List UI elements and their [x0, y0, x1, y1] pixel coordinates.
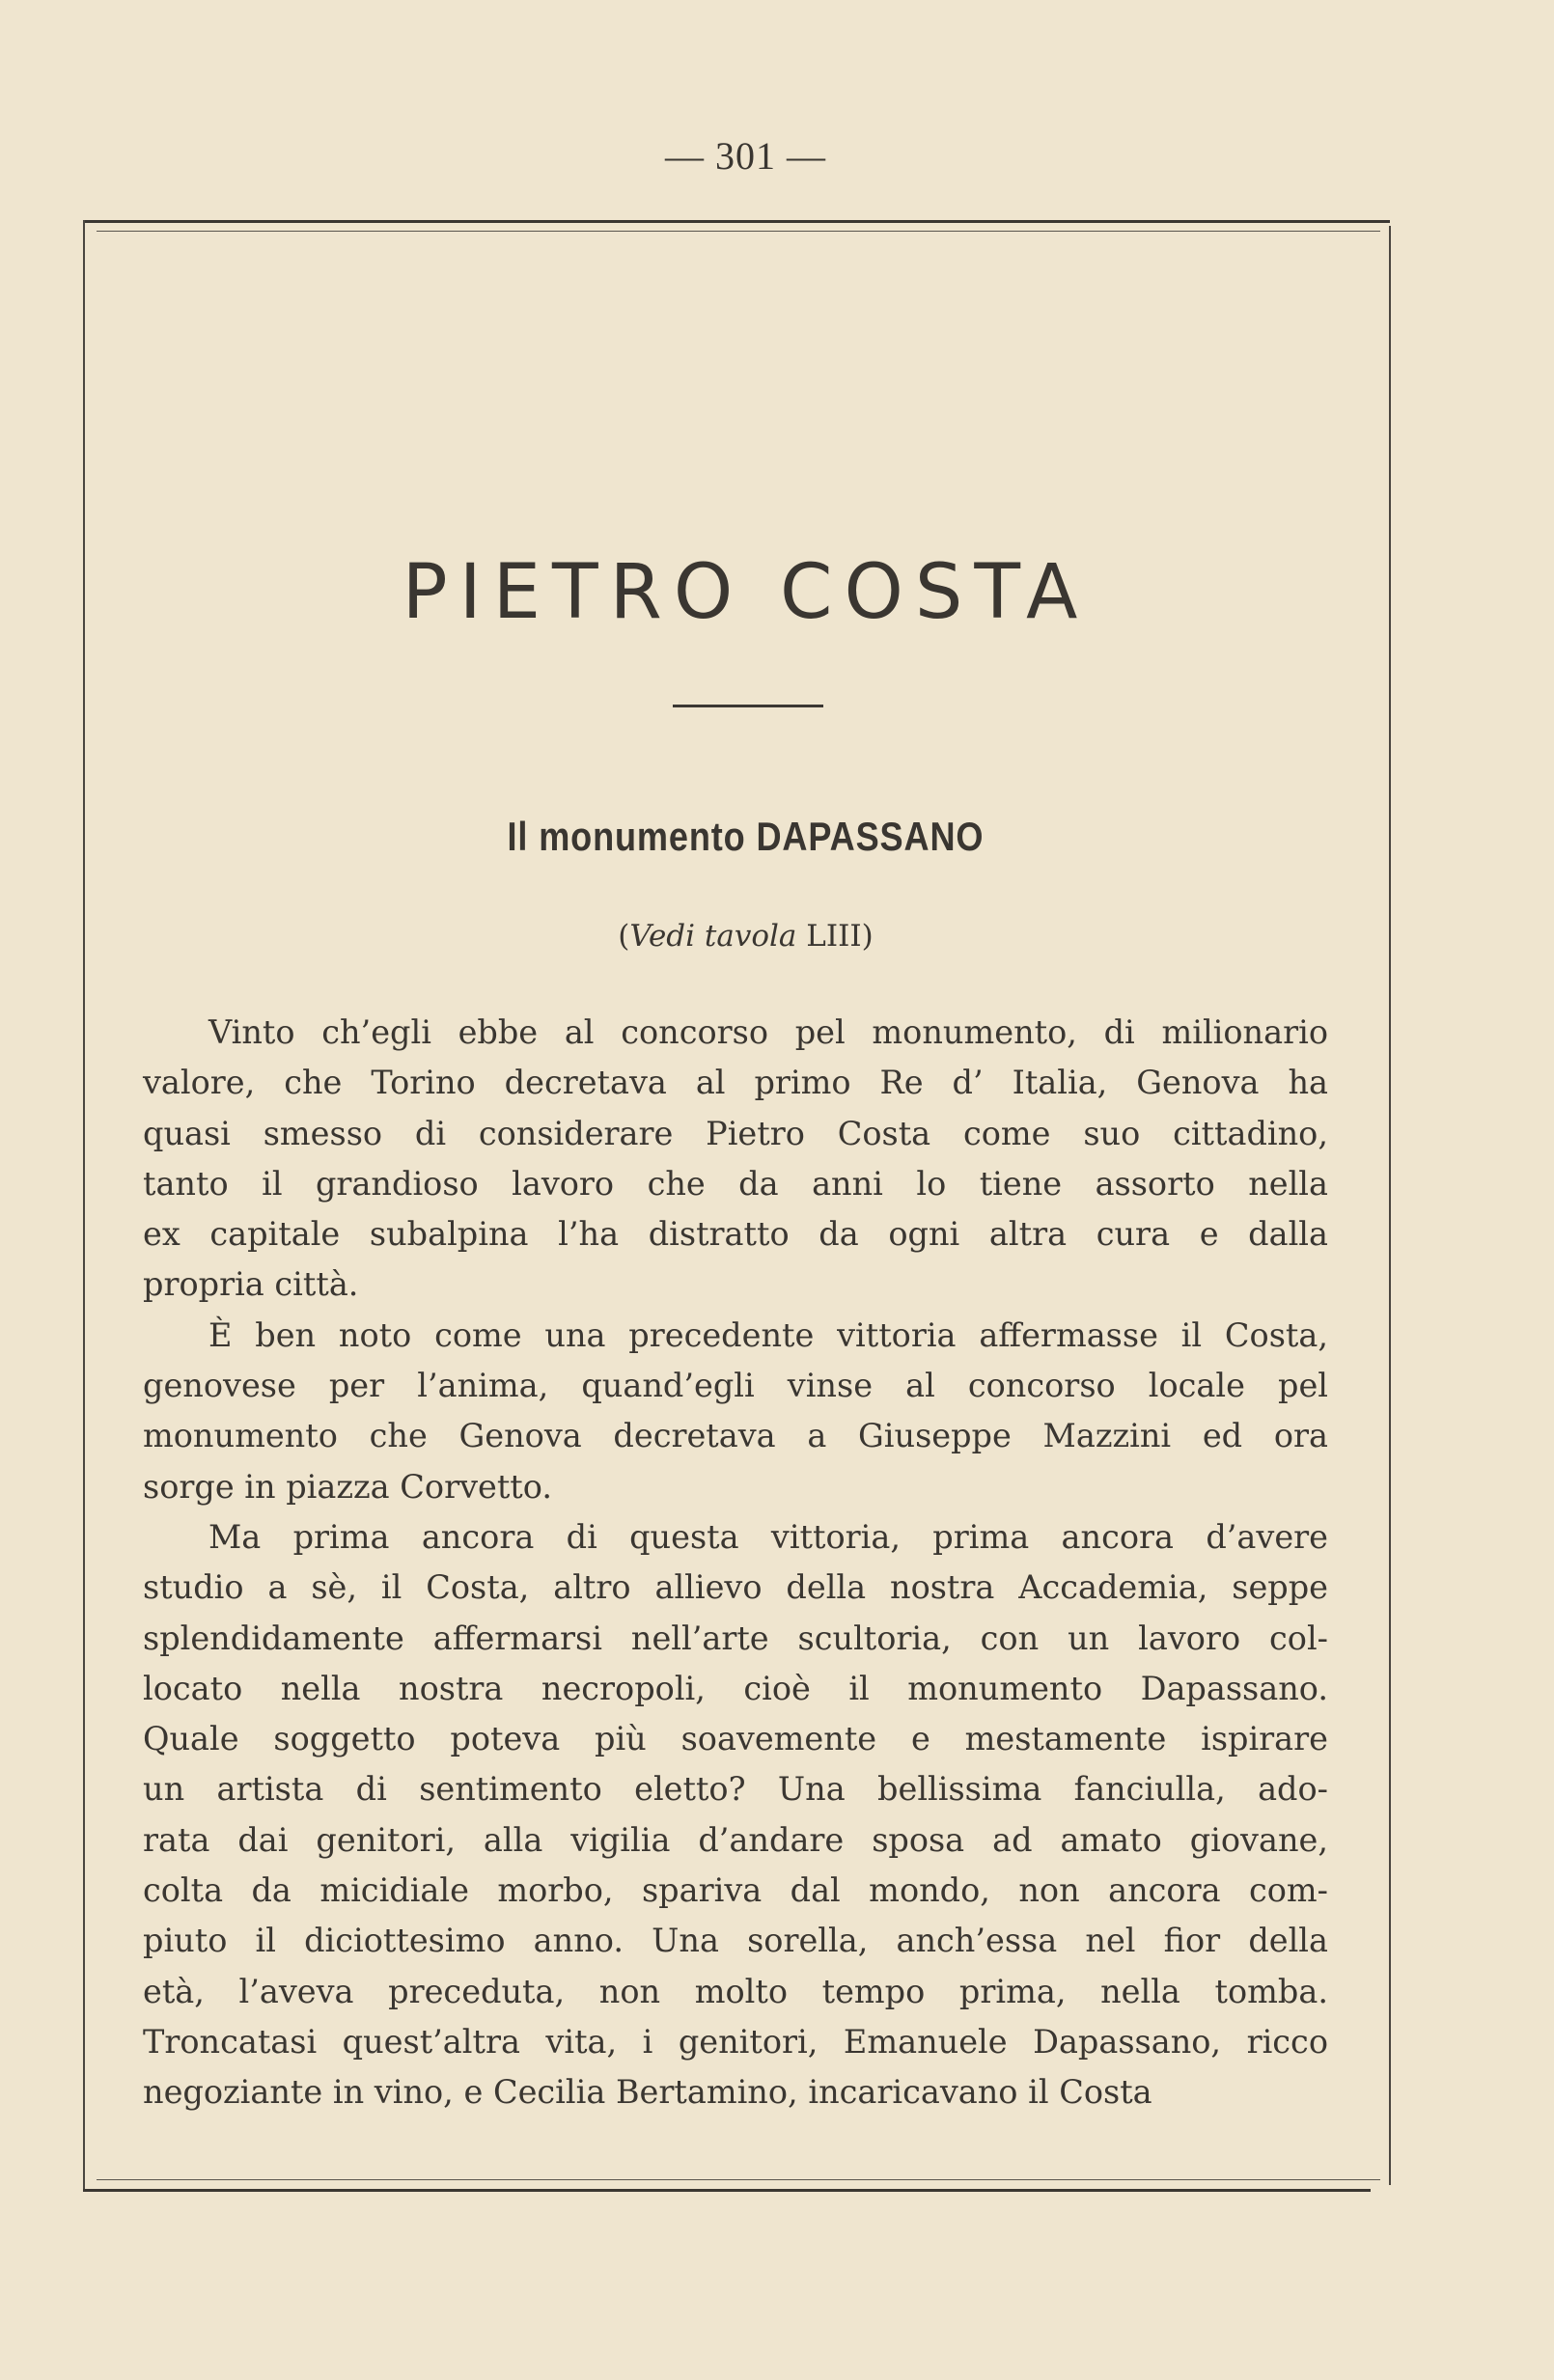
- frame-top-inner-rule: [97, 231, 1380, 232]
- reference-italic: Vedi tavola: [629, 919, 797, 954]
- text-line: ex capitale subalpina l’ha distratto da ogni altra cura e dalla: [143, 1215, 1328, 1254]
- section-subtitle: Il monumento DAPASSANO: [507, 814, 985, 859]
- paragraph: [143, 1311, 1328, 1512]
- frame-top-rule: [83, 220, 1390, 223]
- text-line: propria città.: [143, 1265, 359, 1304]
- frame-bottom-inner-rule: [97, 2179, 1380, 2180]
- paragraph: [143, 1008, 1328, 1311]
- text-line: locato nella nostra necropoli, cioè il monumento Dapassano.: [143, 1669, 1328, 1707]
- text-line: valore, che Torino decretava al primo Re d’ Italia, Genova ha: [143, 1064, 1328, 1102]
- body-text: [143, 1008, 1328, 2118]
- chapter-title: PIETRO COSTA: [402, 549, 1090, 636]
- reference-plate: LIII): [796, 919, 874, 954]
- text-line: sorge in piazza Corvetto.: [143, 1467, 553, 1506]
- text-line: un artista di sentimento eletto? Una bellissima fanciulla, ado-: [143, 1770, 1328, 1809]
- frame-left-rule: [83, 220, 85, 2192]
- text-line: età, l’aveva preceduta, non molto tempo prima, nella tomba.: [143, 1972, 1328, 2010]
- text-line: monumento che Genova decretava a Giuseppe Mazzini ed ora: [143, 1417, 1328, 1455]
- text-line: genovese per l’anima, quand’egli vinse al concorso locale pel: [143, 1367, 1328, 1405]
- text-line: tanto il grandioso lavoro che da anni lo tiene assorto nella: [143, 1164, 1328, 1203]
- text-line: negoziante in vino, e Cecilia Bertamino, incaricavano il Costa: [143, 2073, 1152, 2112]
- frame-right-rule: [1389, 226, 1391, 2185]
- paragraph: [143, 1512, 1328, 2118]
- text-line: Quale soggetto poteva più soavemente e mestamente ispirare: [143, 1720, 1328, 1758]
- text-line: Ma prima ancora di questa vittoria, prima ancora d’avere: [208, 1517, 1328, 1556]
- plate-reference: [0, 919, 1491, 954]
- text-line: colta da micidiale morbo, spariva dal mondo, non ancora com-: [143, 1871, 1328, 1910]
- text-line: rata dai genitori, alla vigilia d’andare sposa ad amato giovane,: [143, 1820, 1328, 1859]
- text-line: Vinto ch’egli ebbe al concorso pel monumento, di milionario: [208, 1013, 1328, 1051]
- page-number: — 301 —: [665, 134, 826, 178]
- text-line: È ben noto come una precedente vittoria affermasse il Costa,: [208, 1315, 1328, 1354]
- reference-open: (: [618, 919, 630, 954]
- text-line: Troncatasi quest’altra vita, i genitori, Emanuele Dapassano, ricco: [143, 2022, 1328, 2061]
- frame-bottom-rule: [83, 2189, 1371, 2192]
- title-divider: [673, 705, 823, 707]
- text-line: quasi smesso di considerare Pietro Costa come suo cittadino,: [143, 1114, 1328, 1152]
- text-line: studio a sè, il Costa, altro allievo della nostra Accademia, seppe: [143, 1568, 1328, 1607]
- text-line: splendidamente affermarsi nell’arte scultoria, con un lavoro col-: [143, 1619, 1328, 1657]
- text-line: piuto il diciottesimo anno. Una sorella, anch’essa nel fior della: [143, 1922, 1328, 1960]
